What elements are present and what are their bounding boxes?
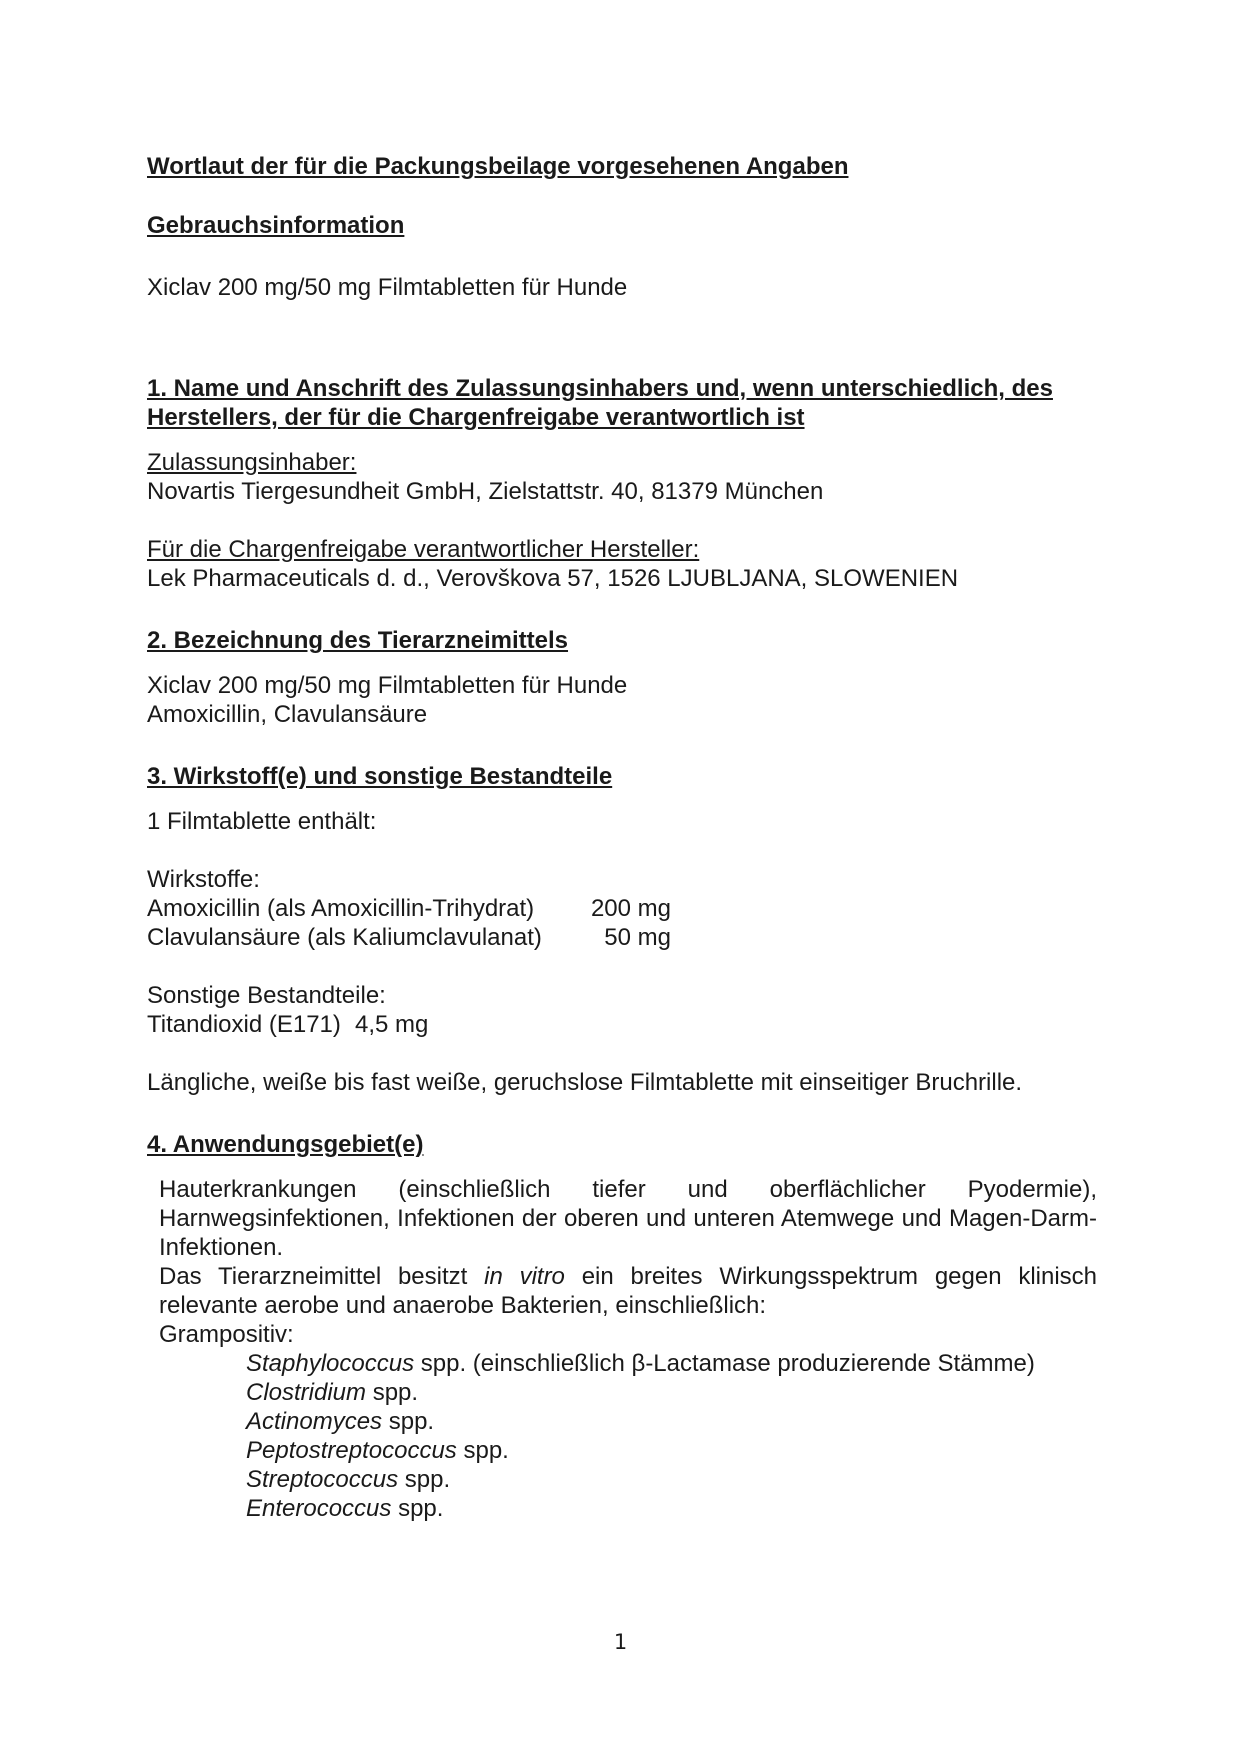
active-name: Clavulansäure (als Kaliumclavulanat) <box>147 924 542 951</box>
organism-genus: Enterococcus <box>246 1495 392 1522</box>
organism-genus: Peptostreptococcus <box>246 1437 457 1464</box>
holder-label: Zulassungsinhaber: <box>147 449 357 476</box>
spectrum-pre: Das Tierarzneimittel besitzt <box>159 1263 485 1290</box>
manufacturer-value: Lek Pharmaceuticals d. d., Verovškova 57, 1526 LJUBLJANA, SLOWENIEN <box>147 565 959 592</box>
indications-block <box>159 1175 1097 1523</box>
organism-suffix: spp. <box>398 1466 451 1493</box>
organism-genus: Staphylococcus <box>246 1350 415 1377</box>
section-4 <box>147 1130 1097 1523</box>
section-1-heading-line1: 1. Name und Anschrift des Zulassungsinhabers und, wenn unterschiedlich, des <box>147 375 1053 402</box>
organism-genus: Actinomyces <box>246 1408 383 1435</box>
active-name: Amoxicillin (als Amoxicillin-Trihydrat) <box>147 895 535 922</box>
active-row <box>147 894 1097 923</box>
excipient-amount: 4,5 mg <box>355 1011 429 1038</box>
spectrum-italic: in vitro <box>484 1263 565 1290</box>
document-subtitle: Gebrauchsinformation <box>147 212 405 239</box>
indications-line2: Harnwegsinfektionen, Infektionen der oberen und unteren Atemwege und Magen-Darm-Infektionen. <box>159 1205 1097 1261</box>
excipient-name: Titandioxid (E171) <box>147 1011 341 1038</box>
list-item <box>246 1436 1097 1465</box>
page-number: 1 <box>613 1630 628 1654</box>
list-item <box>246 1494 1097 1523</box>
section-4-heading: 4. Anwendungsgebiet(e) <box>147 1131 424 1158</box>
active-amount: 200 mg <box>590 895 671 922</box>
list-item <box>246 1465 1097 1494</box>
organism-suffix: spp. <box>456 1437 509 1464</box>
grampositive-label: Grampositiv: <box>159 1321 294 1348</box>
spectrum-post: ein breites Wirkungsspektrum gegen klinisch relevante aerobe und anaerobe Bakterien, einschließlich: <box>159 1263 1098 1319</box>
spectrum-text <box>159 1262 1097 1320</box>
manufacturer-label: Für die Chargenfreigabe verantwortlicher Hersteller: <box>147 536 700 563</box>
document-title: Wortlaut der für die Packungsbeilage vorgesehenen Angaben <box>147 153 849 180</box>
excipient-row <box>147 1010 1097 1039</box>
section-1 <box>147 374 1097 593</box>
active-row <box>147 923 1097 952</box>
organism-suffix: spp. <box>382 1408 435 1435</box>
organism-genus: Streptococcus <box>246 1466 399 1493</box>
section-2-line2: Amoxicillin, Clavulansäure <box>147 701 428 728</box>
organism-suffix: spp. <box>391 1495 444 1522</box>
document-page <box>147 152 1097 1523</box>
section-2-line1: Xiclav 200 mg/50 mg Filmtabletten für Hunde <box>147 672 628 699</box>
list-item <box>246 1407 1097 1436</box>
organism-list <box>246 1349 1097 1523</box>
organism-genus: Clostridium <box>246 1379 367 1406</box>
section-2 <box>147 626 1097 729</box>
section-3-heading: 3. Wirkstoff(e) und sonstige Bestandteile <box>147 763 613 790</box>
section-2-heading: 2. Bezeichnung des Tierarzneimittels <box>147 627 569 654</box>
list-item <box>246 1378 1097 1407</box>
product-name: Xiclav 200 mg/50 mg Filmtabletten für Hunde <box>147 274 628 301</box>
list-item <box>246 1349 1097 1378</box>
active-amount: 50 mg <box>604 924 671 951</box>
section-3 <box>147 762 1097 1097</box>
excipients-label: Sonstige Bestandteile: <box>147 982 386 1009</box>
holder-value: Novartis Tiergesundheit GmbH, Zielstattstr. 40, 81379 München <box>147 478 824 505</box>
indications-line1: Hauterkrankungen (einschließlich tiefer und oberflächlicher Pyodermie), <box>159 1176 1097 1203</box>
active-label: Wirkstoffe: <box>147 866 260 893</box>
tablet-description: Längliche, weiße bis fast weiße, geruchslose Filmtablette mit einseitiger Bruchrille. <box>147 1069 1023 1096</box>
organism-suffix: spp. (einschließlich β-Lactamase produzierende Stämme) <box>414 1350 1035 1377</box>
section-3-intro: 1 Filmtablette enthält: <box>147 808 377 835</box>
organism-suffix: spp. <box>366 1379 419 1406</box>
section-1-heading-line2: Herstellers, der für die Chargenfreigabe verantwortlich ist <box>147 404 805 431</box>
